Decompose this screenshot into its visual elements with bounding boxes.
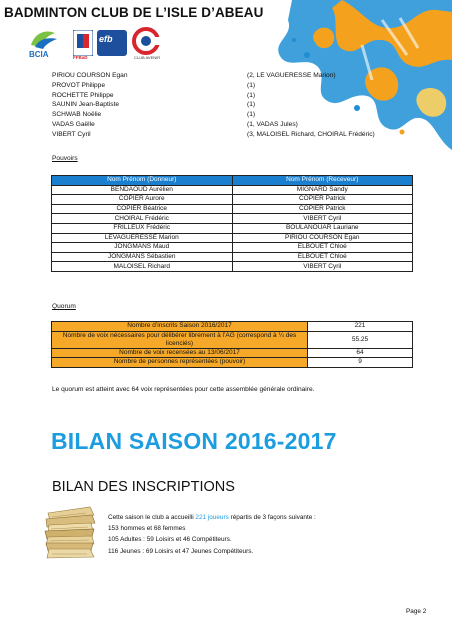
page-number: Page 2 (406, 608, 427, 615)
table-cell: VIBERT Cyril (232, 262, 413, 272)
efb-logo-text: efb (99, 34, 113, 44)
table-row (52, 252, 413, 262)
table-row (52, 185, 413, 195)
table-row (52, 262, 413, 272)
table-cell: BOULANOUAR Lauriane (232, 223, 413, 233)
list-item (52, 120, 412, 130)
table-cell: LEVAGUERESSE Marion (52, 233, 233, 243)
table-header-row (52, 176, 413, 186)
efb-logo (97, 30, 127, 56)
quorum-table (51, 321, 413, 368)
attendee-note: (1, VADAS Jules) (247, 120, 298, 128)
attendee-name: VADAS Gaëlle (52, 120, 95, 128)
attendee-name: ROCHETTE Philippe (52, 91, 114, 99)
pouvoirs-table (51, 175, 413, 272)
list-item (52, 130, 412, 140)
table-row (52, 233, 413, 243)
inscriptions-text-post: répartis de 3 façons suivante : (228, 514, 316, 521)
quorum-value: 64 (308, 348, 413, 358)
quorum-label: Nombre de voix nécessaires pour délibérer librement à l’AG (correspond à ¼ des licenciés) (52, 331, 308, 348)
table-cell: JONGMANS Maud (52, 243, 233, 253)
list-item (52, 91, 412, 101)
inscriptions-title: BILAN DES INSCRIPTIONS (52, 479, 235, 495)
ffbad-logo (73, 30, 93, 56)
table-cell: COPIER Patrick (232, 204, 413, 214)
attendee-note: (3, MALOISEL Richard, CHOIRAL Frédéric) (247, 130, 375, 138)
club-avenir-logo-text: CLUB AVENIR (134, 55, 161, 60)
list-item (52, 110, 412, 120)
inscriptions-line: 153 hommes et 68 femmes (108, 525, 186, 533)
attendee-note: (1) (247, 101, 256, 109)
table-row (52, 204, 413, 214)
club-title: BADMINTON CLUB DE L’ISLE D’ABEAU (4, 5, 264, 20)
table-row (52, 195, 413, 205)
table-cell: JONGMANS Sébastien (52, 252, 233, 262)
attendee-name: VIBERT Cyril (52, 130, 91, 138)
list-item (52, 71, 412, 81)
table-cell: CHOIRAL Frédéric (52, 214, 233, 224)
club-avenir-logo (132, 27, 160, 57)
quorum-label: Nombre de voix recensées au 13/06/2017 (52, 348, 308, 358)
quorum-value: 221 (308, 322, 413, 332)
table-row (52, 348, 413, 358)
table-row (52, 243, 413, 253)
table-row (52, 214, 413, 224)
list-item (52, 81, 412, 91)
attendee-name: SCHWAB Noëlie (52, 111, 102, 119)
table-row (52, 358, 413, 368)
table-cell: ELBOUET Chloé (232, 243, 413, 253)
logos-row (25, 27, 165, 61)
quorum-value: 9 (308, 358, 413, 368)
inscriptions-line: 116 Jeunes : 69 Loisirs et 47 Jeunes Compétiteurs. (108, 547, 254, 555)
inscriptions-text (108, 512, 316, 557)
column-header: Nom Prénom (Donneur) (52, 176, 233, 186)
table-cell: PIRIOU COURSON Egan (232, 233, 413, 243)
attendee-note: (2, LE VAGUERESSE Marion) (247, 72, 336, 79)
table-cell: VIBERT Cyril (232, 214, 413, 224)
table-cell: MALOISEL Richard (52, 262, 233, 272)
table-cell: BENDAOUD Aurélien (52, 185, 233, 195)
attendee-name: PROVOT Philippe (52, 81, 106, 89)
paper-stack-image (42, 501, 98, 561)
column-header: Nom Prénom (Receveur) (232, 176, 413, 186)
quorum-label: Nombre d’inscrits Saison 2016/2017 (52, 322, 308, 332)
table-cell: FRILLEUX Frédéric (52, 223, 233, 233)
table-row (52, 223, 413, 233)
table-cell: COPIER Béatrice (52, 204, 233, 214)
attendee-note: (1) (247, 81, 256, 89)
quorum-label: Nombre de personnes représentées (pouvoir) (52, 358, 308, 368)
pouvoirs-title: Pouvoirs (52, 155, 78, 162)
inscriptions-line (108, 512, 316, 523)
attendance-list (52, 71, 412, 140)
table-cell: MIGNARD Sandy (232, 185, 413, 195)
table-row (52, 331, 413, 348)
inscriptions-text-pre: Cette saison le club a accueilli (108, 514, 196, 521)
table-cell: COPIER Aurore (52, 195, 233, 205)
quorum-note: Le quorum est atteint avec 64 voix représentées pour cette assemblée générale ordinaire. (52, 386, 315, 393)
attendee-note: (1) (247, 91, 256, 99)
list-item (52, 100, 412, 110)
ffbad-logo-text: FFBaD (73, 55, 88, 60)
quorum-value: 55.25 (308, 331, 413, 348)
bcia-logo-text: BCIA (29, 50, 49, 59)
attendee-name: PIRIOU COURSON Egan (52, 72, 128, 79)
bilan-title: BILAN SAISON 2016-2017 (51, 428, 337, 454)
attendee-note: (1) (247, 111, 256, 119)
inscriptions-line: 105 Adultes : 59 Loisirs et 46 Compétiteurs. (108, 536, 232, 544)
quorum-title: Quorum (52, 303, 76, 310)
attendee-name: SAUNIN Jean-Baptiste (52, 101, 120, 109)
table-cell: COPIER Patrick (232, 195, 413, 205)
table-row (52, 322, 413, 332)
players-count: 221 joueurs (195, 514, 229, 521)
table-cell: ELBOUET Chloé (232, 252, 413, 262)
